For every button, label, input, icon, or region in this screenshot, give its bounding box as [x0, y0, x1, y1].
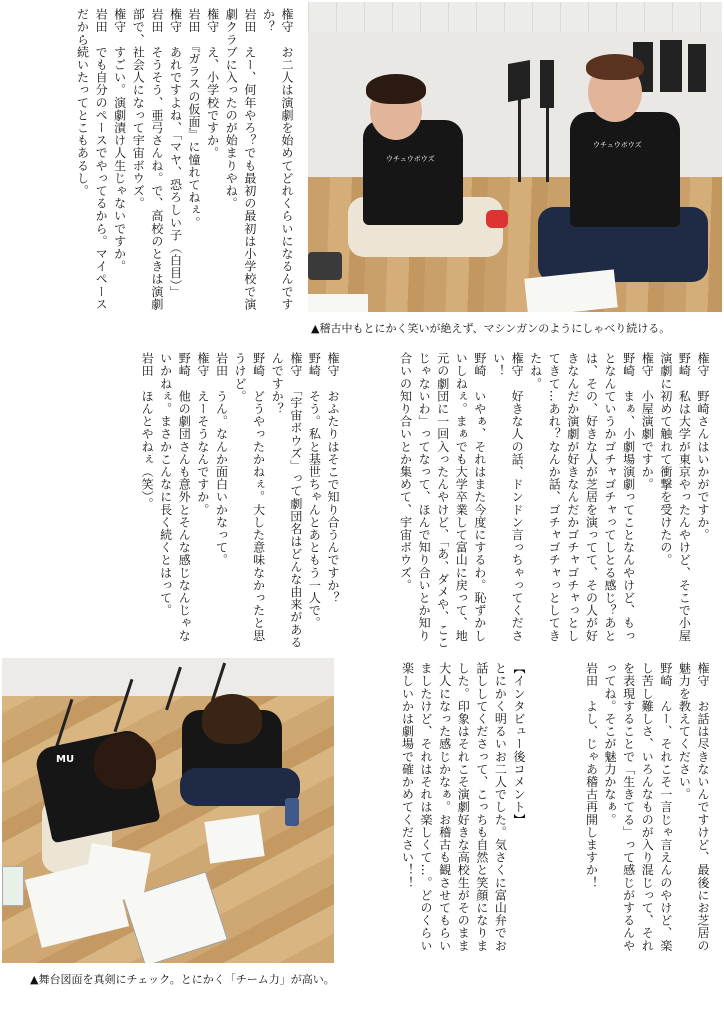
person-right-hair [586, 54, 644, 80]
shirt-print: ウチュウボウズ [593, 141, 642, 149]
person-left-hair [366, 74, 426, 104]
comment-block: 【インタビュー後コメント】 とにかく明るいお二人でした。気さくに富山弁でお話ししてくださって、こっちも自然と笑顔になりました。印象はそれこそ演劇好きな高校生がそのまま大人になった感じかなぁ。お稽古も観させてもらいましたけど、それはそれは楽しくて…。どのくらい楽しいかは劇場で確かめてください！！ [400, 662, 526, 952]
music-stand [660, 40, 682, 92]
music-stand [688, 44, 706, 92]
floor-plan-paper [204, 814, 264, 863]
person-left-hair [94, 733, 156, 789]
shirt-print: ウチュウボウズ [386, 155, 435, 163]
photo1-caption: ▲稽古中もとにかく笑いが絶えず、マシンガンのようにしゃべり続ける。 [311, 322, 671, 335]
person-right-legs [180, 768, 300, 806]
interview-text-block-2: 権守 野崎さんはいかがですか。 野崎 私は大学が東京やったんやけど、そこで小屋演劇に初めて触れて衝撃を受けたの。 権守 小屋演劇ですか。 野崎 まぁ、小劇場演劇ってことなんやけど、もっとなんていうかゴチャゴチャってしとる感じ？あとは、その、好きな人が芝居を演ってて、その人が好きなんだか演劇が好きなんだかゴチャゴチャっとしてきて…あれ？なんか話、ゴチャゴチャっとしてきたね。 権守 好きな人の話、ドンドン言っちゃってください！ 野崎 いやぁ、それはまた今度にするわ。恥ずかしいしねぇ。まぁでも大学卒業して富山に戻って、地元の劇団に一回入ったんやけど、「あ、ダメや、ここじゃないわ」ってなって、ほんで知り合いとか知り合いの知り合いとか集めて、宇宙ボウズ。 [398, 352, 710, 649]
pen-case [285, 798, 299, 826]
interview-text-block-3: 権守 おふたりはそこで知り合うんですか？ 野崎 そう。私と基世ちゃんとあともう一人で。 権守 「宇宙ボウズ」って劇団名はどんな由来があるんですか？ 野崎 どうやったかねぇ。大した意味なかったと思うけど。 岩田 うん。なんか面白いかなって。 権守 えーそうなんですか。 野崎 他の劇団さんも意外とそんな感じなんじゃないかねぇ。まさかこんなに長く続くとはって。 岩田 ほんとやねぇ（笑）。 [140, 352, 340, 649]
photo-wall [2, 658, 334, 696]
music-stand [518, 97, 521, 182]
red-socks [486, 210, 508, 228]
music-stand [546, 102, 549, 182]
shirt-print: MU [56, 754, 75, 765]
bag [308, 252, 342, 280]
rehearsal-photo [308, 2, 722, 312]
pencil-case [2, 866, 24, 906]
floor-plan-photo [2, 658, 334, 963]
music-stand [508, 60, 530, 102]
photo2-caption: ▲舞台図面を真剣にチェック。とにかく「チーム力」が高い。 [30, 973, 335, 986]
floor-plan-paper [83, 843, 151, 903]
interview-text-block-1: 権守 お二人は演劇を始めてどれくらいになるんですか？ 岩田 えー、何年やろ？でも最初の最初は小学校で演劇クラブに入ったのが始まりやね。 権守 え、小学校ですか。 岩田 『ガラスの仮面』に憧れてねぇ。 権守 あれですよね、「マヤ、恐ろしい子（白目）」 岩田 そうそう、亜弓さんね。で、高校のときは演劇部で、社会人になって宇宙ボウズ。 権守 すごい。演劇漬け人生じゃないですか。 岩田 でも自分のペースでやってるから。マイペースだから続いたってとこもあるし。 [75, 8, 294, 311]
photo-ceiling [308, 2, 722, 32]
script-paper [308, 294, 368, 312]
person-right-shirt [570, 112, 680, 227]
person-right-hair [202, 694, 262, 744]
person-left-shirt [363, 120, 463, 225]
interview-text-block-4: 権守 お話は尽きないんですけど、最後にお芝居の魅力を教えてください。 野崎 んー、それこそ一言じゃ言えんのやけど、楽し苦し難しさ、いろんなものが入り混じって、それを表現することで「生きてる」って感じがするんやってね。そこが魅力かなぁ。 岩田 よし、じゃあ稽古再開しますか！ [584, 662, 710, 952]
music-stand [540, 60, 554, 108]
